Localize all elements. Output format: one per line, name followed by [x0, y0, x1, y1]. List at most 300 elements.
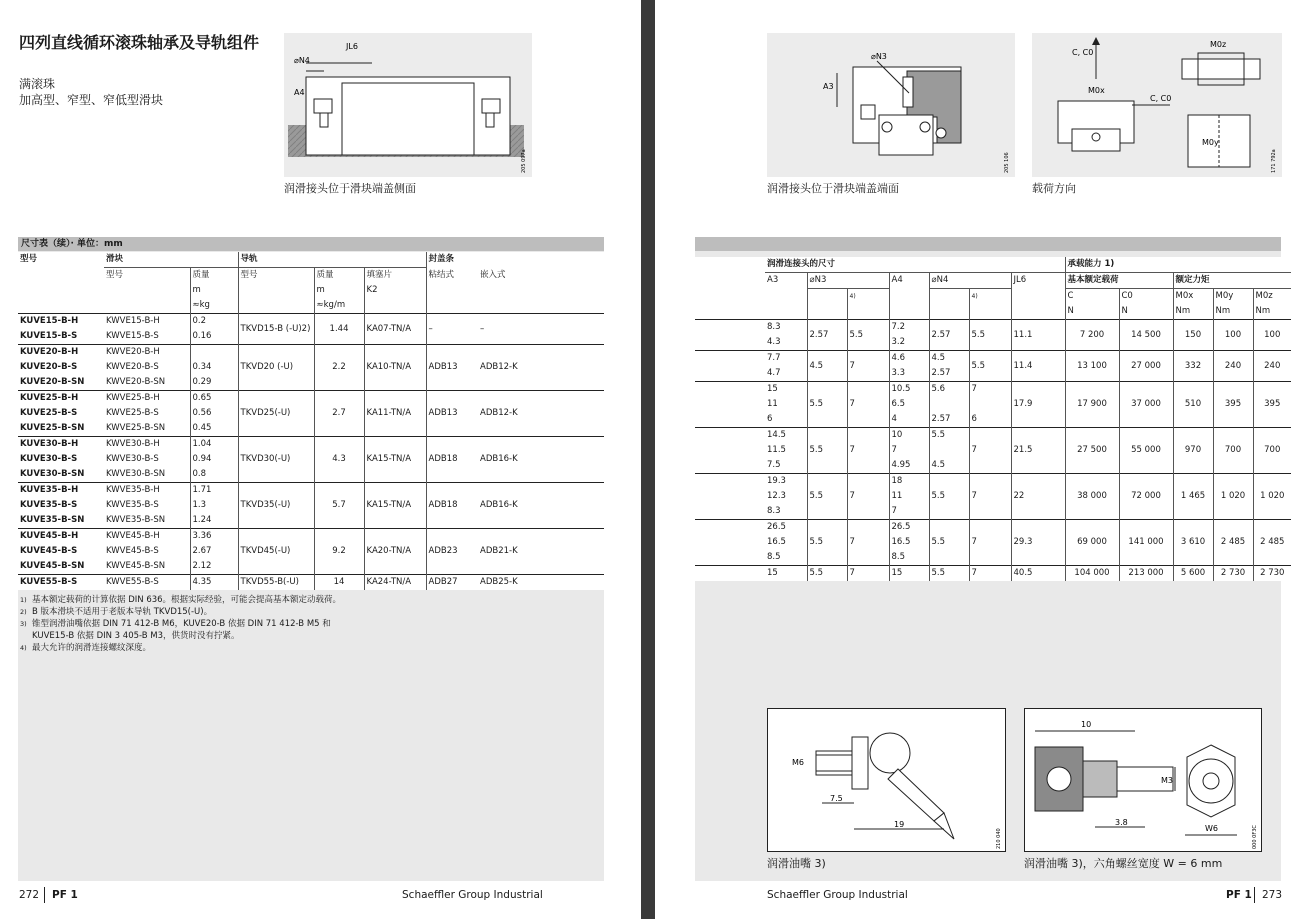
n3-depth-cell: 5.5 [847, 320, 889, 351]
table-row [695, 320, 1291, 336]
jl6-cell: 11.4 [1011, 351, 1065, 382]
rail-mass-cell: 2.7 [314, 391, 364, 437]
footnote-line [20, 642, 600, 654]
insert-seal-cell: – [478, 314, 604, 345]
n3-cell: 5.5 [807, 428, 847, 474]
n3-footnote: 4) [847, 289, 889, 305]
n4-cell: 5.5 [929, 474, 969, 520]
glued-seal-cell: ADB27 [426, 575, 478, 591]
footnote-line [20, 630, 600, 642]
insert-header: 嵌入式 [478, 268, 604, 284]
right-footer-divider [1254, 887, 1255, 903]
k2-symbol: K2 [364, 283, 426, 298]
rail-type-cell: TKVD55-B(-U) [238, 575, 314, 591]
footer-divider [44, 887, 45, 903]
group-seal-header: 封盖条 [426, 252, 604, 268]
n3-label: ⌀N3 [871, 52, 887, 61]
moment-rating-header: 额定力矩 [1173, 273, 1291, 289]
n4-cell: 4.5 [929, 351, 969, 367]
moy-cell: 2 485 [1213, 520, 1253, 566]
n4-footnote: 4) [969, 289, 1011, 305]
insert-seal-cell: ADB16-K [478, 483, 604, 529]
moz-unit: Nm [1253, 304, 1291, 320]
end-lube-figure [767, 33, 1015, 177]
n4-cell: 5.6 [929, 382, 969, 398]
carriage-type-cell: KWVE30-B-S [104, 452, 190, 467]
a4-cell: 4 [889, 412, 929, 428]
rail-mass-cell: 2.2 [314, 345, 364, 391]
n3-cell: 4.5 [807, 351, 847, 382]
left-footer-company: Schaeffler Group Industrial [402, 889, 543, 901]
n4-cell: 5.5 [929, 520, 969, 566]
table-row [18, 314, 604, 330]
n4-depth-cell [969, 397, 1011, 412]
a3-cell: 15 [765, 566, 807, 582]
c0-cell: 14 500 [1119, 320, 1173, 351]
n4-depth-cell: 7 [969, 428, 1011, 474]
page-gutter [641, 0, 655, 919]
mox-cell: 332 [1173, 351, 1213, 382]
a4-cell: 11 [889, 489, 929, 504]
moy-cell: 1 020 [1213, 474, 1253, 520]
n3-depth-cell: 7 [847, 428, 889, 474]
moz-cell: 395 [1253, 382, 1291, 428]
footnote-text: 锥型润滑油嘴依据 DIN 71 412-B M6，KUVE20-B 依据 DIN 71 412-B M5 和 [32, 619, 331, 629]
n3-depth-cell: 7 [847, 474, 889, 520]
rail-mass-symbol: m [314, 283, 364, 298]
a3-cell: 12.3 [765, 489, 807, 504]
n3-cell: 2.57 [807, 320, 847, 351]
dim-10: 10 [1081, 720, 1092, 729]
footnote-marker: 2) [20, 608, 27, 616]
carriage-type-cell: KWVE20-B-SN [104, 375, 190, 391]
jl6-label: JL6 [346, 42, 358, 51]
side-lube-figure [284, 33, 532, 177]
c0-cell: 27 000 [1119, 351, 1173, 382]
unit-type-cell: KUVE30-B-SN [18, 467, 104, 483]
mox-cell: 1 465 [1173, 474, 1213, 520]
carriage-type-cell: KWVE55-B-S [104, 575, 190, 591]
a4-cell: 26.5 [889, 520, 929, 536]
footnote-text: 基本额定载荷的计算依据 DIN 636。根据实际经验，可能会提高基本额定动载荷。 [32, 595, 342, 605]
mox-cell: 3 610 [1173, 520, 1213, 566]
insert-seal-cell: ADB16-K [478, 437, 604, 483]
c0-unit: N [1119, 304, 1173, 320]
carriage-mass-header: 质量 [190, 268, 238, 284]
a4-cell: 8.5 [889, 550, 929, 566]
c-cell: 38 000 [1065, 474, 1119, 520]
moy-label: M0y [1202, 138, 1219, 147]
load-direction-figure [1032, 33, 1282, 177]
a4-label: A4 [294, 88, 305, 97]
a4-cell: 3.2 [889, 335, 929, 351]
load-capacity-header: 承载能力 1) [1065, 257, 1291, 273]
n4-depth-cell: 7 [969, 474, 1011, 520]
right-table-band [695, 237, 1281, 251]
moz-cell: 240 [1253, 351, 1291, 382]
a4-cell: 10.5 [889, 382, 929, 398]
carriage-type-header: 型号 [104, 268, 190, 284]
rail-type-cell: TKVD45(-U) [238, 529, 314, 575]
table-row [695, 428, 1291, 444]
group-type-header: 型号 [18, 252, 104, 268]
unit-type-cell: KUVE20-B-H [18, 345, 104, 361]
unit-type-cell: KUVE35-B-SN [18, 513, 104, 529]
insert-seal-cell: ADB12-K [478, 391, 604, 437]
left-footer-code: PF 1 [52, 889, 78, 901]
a3-cell: 15 [765, 382, 807, 398]
unit-type-cell: KUVE45-B-S [18, 544, 104, 559]
a3-cell: 26.5 [765, 520, 807, 536]
unit-type-cell: KUVE45-B-H [18, 529, 104, 545]
unit-type-cell: KUVE20-B-SN [18, 375, 104, 391]
carriage-type-cell: KWVE20-B-H [104, 345, 190, 361]
basic-rating-header: 基本额定载荷 [1065, 273, 1173, 289]
a3-cell: 6 [765, 412, 807, 428]
rail-mass-cell: 9.2 [314, 529, 364, 575]
carriage-mass-symbol: m [190, 283, 238, 298]
rail-type-cell: TKVD25(-U) [238, 391, 314, 437]
n3-cell: 5.5 [807, 520, 847, 566]
a4-cell: 7.2 [889, 320, 929, 336]
n4-header: ⌀N4 [929, 273, 1011, 289]
carriage-mass-cell: 0.94 [190, 452, 238, 467]
right-footer-code: PF 1 [1226, 889, 1252, 901]
n4-depth-cell: 7 [969, 566, 1011, 582]
lube-nipple-hex-caption: 润滑油嘴 3)，六角螺丝宽度 W = 6 mm [1024, 857, 1223, 870]
moy-header: M0y [1213, 289, 1253, 305]
carriage-mass-cell: 1.71 [190, 483, 238, 499]
carriage-type-cell: KWVE15-B-H [104, 314, 190, 330]
n3-cell: 5.5 [807, 382, 847, 428]
unit-type-cell: KUVE25-B-H [18, 391, 104, 407]
carriage-mass-unit: ≈kg [190, 298, 238, 314]
moz-header: M0z [1253, 289, 1291, 305]
c-cell: 13 100 [1065, 351, 1119, 382]
footnote-marker: 1) [20, 596, 27, 604]
carriage-type-cell: KWVE25-B-S [104, 406, 190, 421]
carriage-type-cell: KWVE20-B-S [104, 360, 190, 375]
a4-cell: 6.5 [889, 397, 929, 412]
footnote-text: KUVE15-B 依据 DIN 3 405-B M3，供货时没有拧紧。 [32, 631, 240, 641]
footnote-text: B 版本滑块不适用于老版本导轨 TKVD15(-U)。 [32, 607, 213, 617]
load-direction-drawing [1032, 33, 1282, 177]
c-cell: 17 900 [1065, 382, 1119, 428]
carriage-type-cell: KWVE15-B-S [104, 329, 190, 345]
nipple2-code: 000 0F3C [1252, 825, 1258, 849]
lube-nipple-hex-figure [1024, 708, 1262, 852]
n4-cell: 5.5 [929, 428, 969, 444]
rail-type-cell: TKVD30(-U) [238, 437, 314, 483]
c0-cell: 55 000 [1119, 428, 1173, 474]
right-spec-table [695, 257, 1285, 581]
carriage-mass-cell: 4.35 [190, 575, 238, 591]
n4-cell: 4.5 [929, 458, 969, 474]
figure-code: 205 097a [521, 149, 527, 173]
moz-cell: 2 485 [1253, 520, 1291, 566]
page-subtitle [19, 76, 163, 108]
unit-type-cell: KUVE35-B-H [18, 483, 104, 499]
carriage-type-cell: KWVE30-B-SN [104, 467, 190, 483]
dim-7-5: 7.5 [830, 794, 843, 803]
rail-type-cell: TKVD15-B (-U)2) [238, 314, 314, 345]
table-row [695, 520, 1291, 536]
c2-label: C, C0 [1150, 94, 1172, 103]
unit-type-cell: KUVE15-B-S [18, 329, 104, 345]
a4-cell: 16.5 [889, 535, 929, 550]
dim-19: 19 [894, 820, 905, 829]
carriage-mass-cell: 2.67 [190, 544, 238, 559]
unit-type-cell: KUVE20-B-S [18, 360, 104, 375]
rail-mass-cell: 4.3 [314, 437, 364, 483]
c-cell: 69 000 [1065, 520, 1119, 566]
a4-cell: 4.95 [889, 458, 929, 474]
side-lube-caption: 润滑接头位于滑块端盖侧面 [284, 182, 416, 195]
n4-cell: 2.57 [929, 412, 969, 428]
left-page-number: 272 [19, 889, 40, 901]
n3-depth-cell: 7 [847, 566, 889, 582]
glued-seal-cell: ADB23 [426, 529, 478, 575]
moz-label: M0z [1210, 40, 1227, 49]
a3-cell: 11.5 [765, 443, 807, 458]
footnote-marker: 3) [20, 620, 27, 628]
subtitle-line-2: 加高型、窄型、窄低型滑块 [19, 93, 164, 107]
plug-cell: KA11-TN/A [364, 391, 426, 437]
plug-cell: KA15-TN/A [364, 483, 426, 529]
c-unit: N [1065, 304, 1119, 320]
carriage-mass-cell: 1.3 [190, 498, 238, 513]
m3-label: M3 [1161, 776, 1173, 785]
a3-header: A3 [765, 273, 807, 289]
footnote-text: 最大允许的润滑连接螺纹深度。 [32, 643, 152, 653]
n4-cell [929, 443, 969, 458]
glued-seal-cell: ADB13 [426, 345, 478, 391]
side-lube-drawing [284, 33, 532, 177]
glued-header: 粘结式 [426, 268, 478, 284]
plug-cell: KA24-TN/A [364, 575, 426, 591]
unit-type-cell: KUVE45-B-SN [18, 559, 104, 575]
mox-cell: 150 [1173, 320, 1213, 351]
mox-unit: Nm [1173, 304, 1213, 320]
c-cell: 7 200 [1065, 320, 1119, 351]
subtitle-line-1: 满滚珠 [19, 77, 56, 91]
a4-cell: 7 [889, 443, 929, 458]
end-lube-drawing [767, 33, 1015, 177]
a4-cell: 15 [889, 566, 929, 582]
glued-seal-cell: ADB13 [426, 391, 478, 437]
moz-cell: 100 [1253, 320, 1291, 351]
carriage-type-cell: KWVE35-B-H [104, 483, 190, 499]
table-row [18, 345, 604, 361]
rail-mass-unit: ≈kg/m [314, 298, 364, 314]
unit-type-cell: KUVE15-B-H [18, 314, 104, 330]
carriage-mass-cell [190, 345, 238, 361]
unit-type-cell: KUVE25-B-SN [18, 421, 104, 437]
insert-seal-cell: ADB25-K [478, 575, 604, 591]
jl6-cell: 17.9 [1011, 382, 1065, 428]
rail-type-header: 型号 [238, 268, 314, 284]
jl6-cell: 22 [1011, 474, 1065, 520]
left-spec-table [18, 252, 604, 590]
moy-cell: 100 [1213, 320, 1253, 351]
lube-nipple-hex-drawing [1025, 709, 1261, 851]
mox-cell: 970 [1173, 428, 1213, 474]
n3-depth-cell: 7 [847, 351, 889, 382]
a3-cell: 7.5 [765, 458, 807, 474]
a4-cell: 4.6 [889, 351, 929, 367]
carriage-mass-cell: 0.8 [190, 467, 238, 483]
jl6-cell: 40.5 [1011, 566, 1065, 582]
a4-header: A4 [889, 273, 929, 289]
group-carriage-header: 滑块 [104, 252, 238, 268]
carriage-type-cell: KWVE45-B-H [104, 529, 190, 545]
carriage-type-cell: KWVE35-B-SN [104, 513, 190, 529]
n4-cell [929, 397, 969, 412]
plug-cell: KA07-TN/A [364, 314, 426, 345]
carriage-mass-cell: 0.56 [190, 406, 238, 421]
carriage-mass-cell: 0.29 [190, 375, 238, 391]
moy-cell: 395 [1213, 382, 1253, 428]
a3-cell: 4.7 [765, 366, 807, 382]
carriage-mass-cell: 0.2 [190, 314, 238, 330]
a4-cell: 3.3 [889, 366, 929, 382]
jl6-cell: 21.5 [1011, 428, 1065, 474]
n4-depth-cell: 7 [969, 520, 1011, 566]
fig1-code: 205 106 [1004, 152, 1010, 173]
glued-seal-cell: ADB18 [426, 437, 478, 483]
carriage-mass-cell: 1.04 [190, 437, 238, 453]
n3-cell: 5.5 [807, 566, 847, 582]
a4-cell: 18 [889, 474, 929, 490]
rail-mass-header: 质量 [314, 268, 364, 284]
table-row [18, 391, 604, 407]
table-row [695, 382, 1291, 398]
n4-depth-cell: 6 [969, 412, 1011, 428]
unit-type-cell: KUVE35-B-S [18, 498, 104, 513]
c0-cell: 72 000 [1119, 474, 1173, 520]
rail-type-cell: TKVD35(-U) [238, 483, 314, 529]
c0-cell: 37 000 [1119, 382, 1173, 428]
mox-label: M0x [1088, 86, 1105, 95]
a3-cell: 19.3 [765, 474, 807, 490]
a3-cell: 8.5 [765, 550, 807, 566]
insert-seal-cell: ADB12-K [478, 345, 604, 391]
n4-depth-cell: 5.5 [969, 351, 1011, 382]
a4-cell: 10 [889, 428, 929, 444]
carriage-mass-cell: 0.34 [190, 360, 238, 375]
jl6-cell: 11.1 [1011, 320, 1065, 351]
dim-3-8: 3.8 [1115, 818, 1128, 827]
table-row [18, 437, 604, 453]
footnote-line [20, 594, 600, 606]
a3-cell: 8.3 [765, 320, 807, 336]
table-row [18, 529, 604, 545]
w6-label: W6 [1205, 824, 1218, 833]
m6-label: M6 [792, 758, 804, 767]
rail-mass-cell: 1.44 [314, 314, 364, 345]
rail-mass-cell: 5.7 [314, 483, 364, 529]
insert-seal-cell: ADB21-K [478, 529, 604, 575]
glued-seal-cell: – [426, 314, 478, 345]
carriage-mass-cell: 0.16 [190, 329, 238, 345]
c-cell: 104 000 [1065, 566, 1119, 582]
moy-cell: 700 [1213, 428, 1253, 474]
group-rail-header: 导轨 [238, 252, 426, 268]
rail-type-cell: TKVD20 (-U) [238, 345, 314, 391]
plug-header: 填塞片 [364, 268, 426, 284]
footnote-line [20, 618, 600, 630]
fig2-code: 171 792a [1271, 149, 1277, 173]
a3-cell: 4.3 [765, 335, 807, 351]
carriage-type-cell: KWVE25-B-H [104, 391, 190, 407]
mox-cell: 510 [1173, 382, 1213, 428]
carriage-mass-cell: 1.24 [190, 513, 238, 529]
a3-cell: 14.5 [765, 428, 807, 444]
a4-cell: 7 [889, 504, 929, 520]
table-row [18, 575, 604, 591]
a3-cell: 16.5 [765, 535, 807, 550]
lube-nipple-caption: 润滑油嘴 3) [767, 857, 826, 870]
n3-cell: 5.5 [807, 474, 847, 520]
plug-cell: KA20-TN/A [364, 529, 426, 575]
carriage-type-cell: KWVE30-B-H [104, 437, 190, 453]
jl6-cell: 29.3 [1011, 520, 1065, 566]
jl6-header: JL6 [1011, 273, 1065, 289]
n4-depth-cell: 5.5 [969, 320, 1011, 351]
table-title: 尺寸表（续）· 单位：mm [18, 237, 604, 251]
a3-cell: 11 [765, 397, 807, 412]
table-row [695, 474, 1291, 490]
n3-header: ⌀N3 [807, 273, 889, 289]
end-lube-caption: 润滑接头位于滑块端盖端面 [767, 182, 899, 195]
load-direction-caption: 载荷方向 [1032, 182, 1076, 195]
n3-depth-cell: 7 [847, 382, 889, 428]
nipple1-code: 210 040 [996, 828, 1002, 849]
footnotes [20, 594, 600, 654]
c0-header: C0 [1119, 289, 1173, 305]
unit-type-cell: KUVE55-B-S [18, 575, 104, 591]
n3-depth-cell: 7 [847, 520, 889, 566]
carriage-type-cell: KWVE25-B-SN [104, 421, 190, 437]
carriage-mass-cell: 0.65 [190, 391, 238, 407]
rail-mass-cell: 14 [314, 575, 364, 591]
moy-cell: 240 [1213, 351, 1253, 382]
lube-nipple-drawing [768, 709, 1005, 851]
mox-cell: 5 600 [1173, 566, 1213, 582]
n4-depth-cell: 7 [969, 382, 1011, 398]
lube-nipple-figure [767, 708, 1006, 852]
footnote-marker: 4) [20, 644, 27, 652]
table-row [695, 351, 1291, 367]
right-footer-company: Schaeffler Group Industrial [767, 889, 908, 901]
n4-cell: 5.5 [929, 566, 969, 582]
n4-label: ⌀N4 [294, 56, 310, 65]
unit-type-cell: KUVE30-B-S [18, 452, 104, 467]
unit-type-cell: KUVE25-B-S [18, 406, 104, 421]
n4-cell: 2.57 [929, 320, 969, 351]
right-page-number: 273 [1262, 889, 1283, 901]
a3-label: A3 [823, 82, 834, 91]
plug-cell: KA10-TN/A [364, 345, 426, 391]
n4-cell: 2.57 [929, 366, 969, 382]
a3-cell: 8.3 [765, 504, 807, 520]
c-label: C, C0 [1072, 48, 1094, 57]
c-cell: 27 500 [1065, 428, 1119, 474]
c0-cell: 141 000 [1119, 520, 1173, 566]
unit-type-cell: KUVE30-B-H [18, 437, 104, 453]
footnote-line [20, 606, 600, 618]
mox-header: M0x [1173, 289, 1213, 305]
